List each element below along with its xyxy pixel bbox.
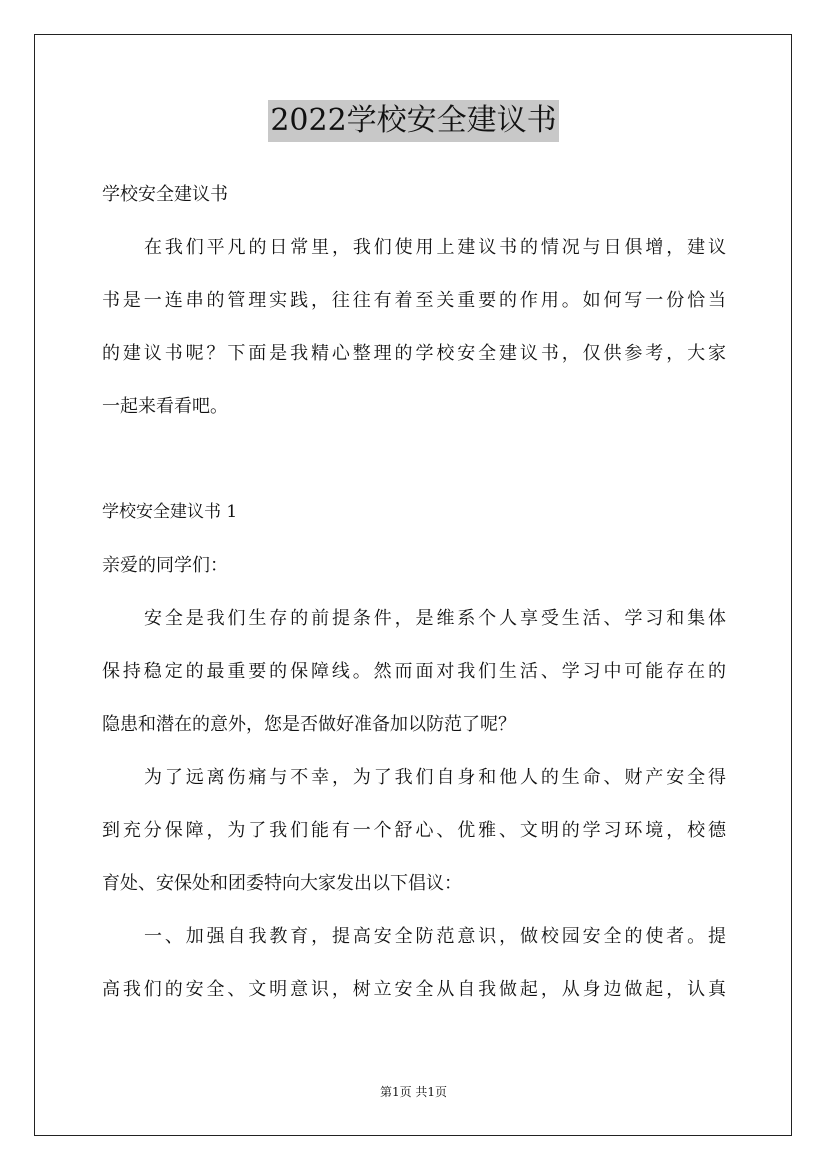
intro-line-3: 的建议书呢？下面是我精心整理的学校安全建议书，仅供参考，大家	[102, 343, 726, 364]
para1-line-1: 安全是我们生存的前提条件，是维系个人享受生活、学习和集体	[144, 608, 726, 629]
para3-line-2: 高我们的安全、文明意识，树立安全从自我做起，从身边做起，认真	[102, 979, 726, 1000]
section-heading: 学校安全建议书 1	[102, 502, 238, 522]
document-title: 2022学校安全建议书	[268, 100, 558, 142]
para1-line-2: 保持稳定的最重要的保障线。然而面对我们生活、学习中可能存在的	[102, 661, 726, 682]
para1-line-3: 隐患和潜在的意外，您是否做好准备加以防范了呢？	[102, 714, 516, 735]
para3-line-1: 一、加强自我教育，提高安全防范意识，做校园安全的使者。提	[144, 926, 726, 947]
title-container	[0, 100, 827, 142]
intro-line-4: 一起来看看吧。	[102, 396, 228, 417]
intro-line-1: 在我们平凡的日常里，我们使用上建议书的情况与日俱增，建议	[144, 237, 726, 258]
document-body	[102, 168, 726, 1016]
para2-line-1: 为了远离伤痛与不幸，为了我们自身和他人的生命、财产安全得	[144, 767, 726, 788]
document-subtitle: 学校安全建议书	[102, 184, 228, 205]
para2-line-3: 育处、安保处和团委特向大家发出以下倡议：	[102, 873, 462, 894]
para2-line-2: 到充分保障，为了我们能有一个舒心、优雅、文明的学习环境，校德	[102, 820, 726, 841]
blank-line	[102, 433, 726, 486]
page-footer: 第1页 共1页	[379, 1085, 448, 1099]
intro-line-2: 书是一连串的管理实践，往往有着至关重要的作用。如何写一份恰当	[102, 290, 726, 311]
salutation: 亲爱的同学们：	[102, 555, 228, 576]
